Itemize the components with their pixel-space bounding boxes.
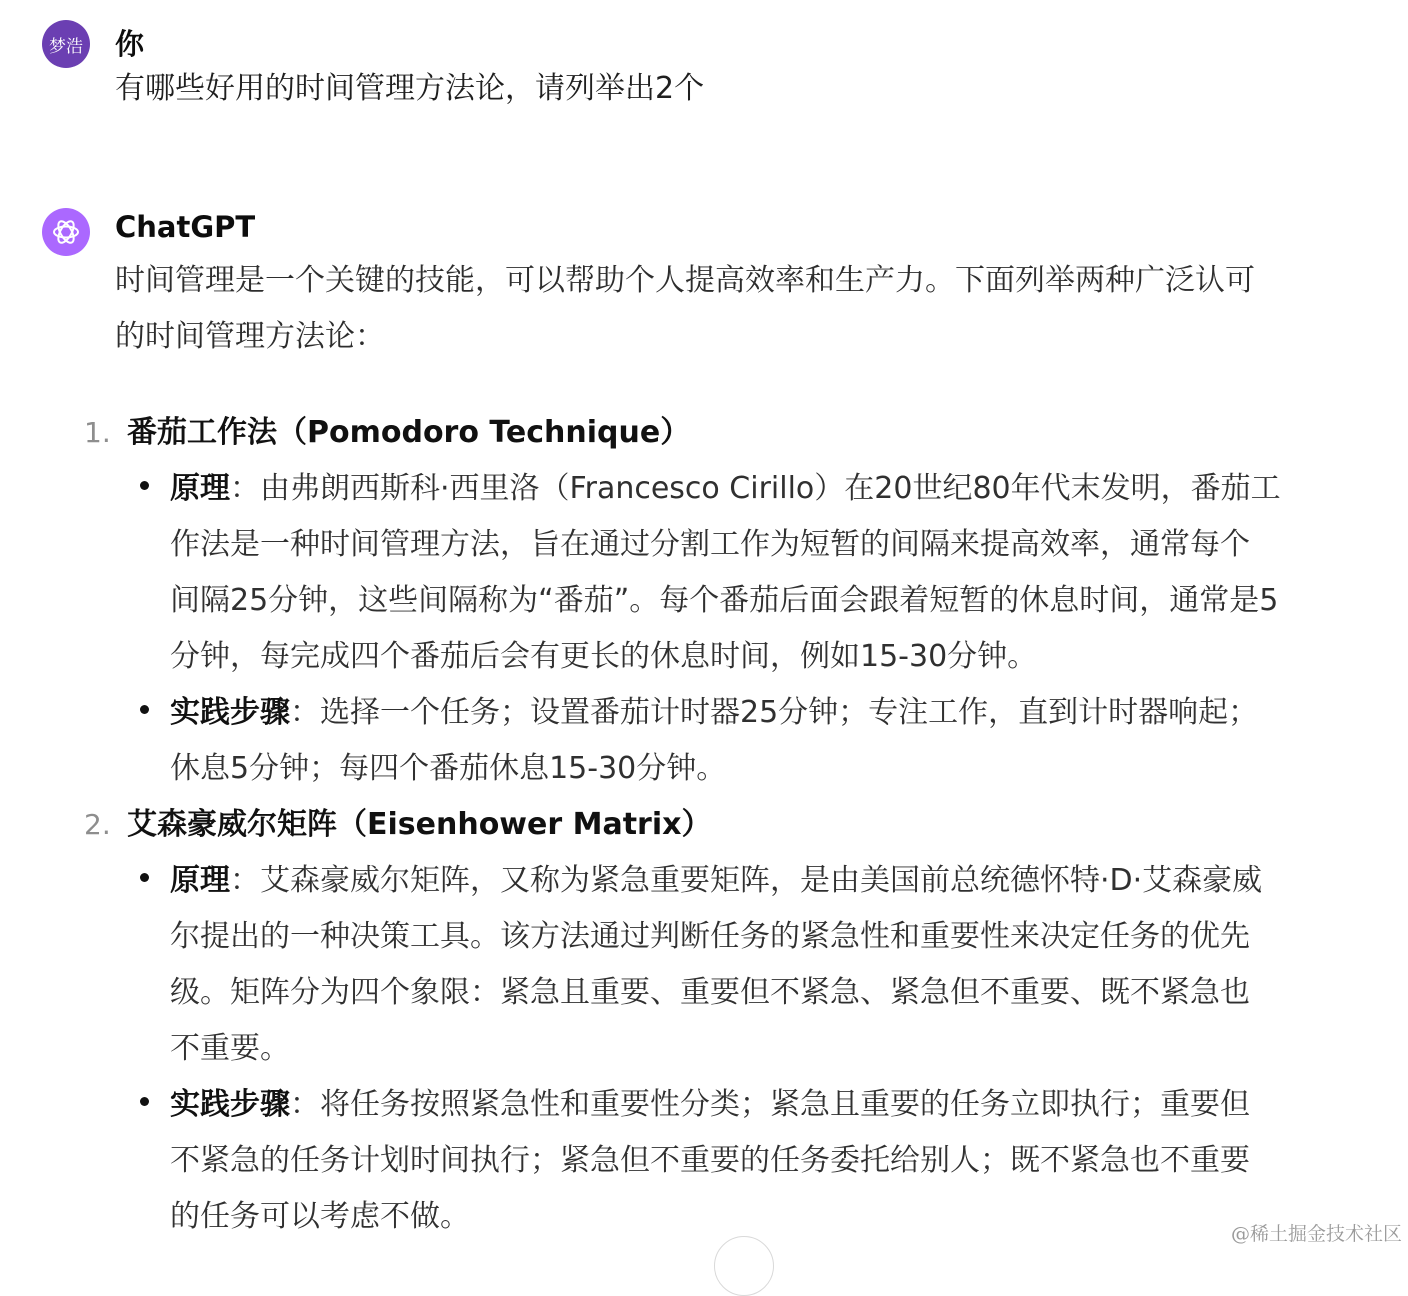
bullet-2-2 xyxy=(140,1097,149,1106)
watermark: @稀土掘金技术社区 xyxy=(1230,1223,1402,1245)
assistant-name: ChatGPT xyxy=(115,210,256,244)
bullet-2-1 xyxy=(140,873,149,882)
assistant-intro-line-1: 时间管理是一个关键的技能，可以帮助个人提高效率和生产力。下面列举两种广泛认可 xyxy=(115,263,1255,298)
steps-2-line-3: 的任务可以考虑不做。 xyxy=(170,1199,470,1234)
steps-1-line-2: 休息5分钟；每四个番茄休息15-30分钟。 xyxy=(170,751,727,786)
bullet-1-1 xyxy=(140,481,149,490)
user-avatar-text: 梦浩 xyxy=(49,36,83,57)
principle-1-line-1: 原理：由弗朗西斯科·西里洛（Francesco Cirillo）在20世纪80年代末发明，番茄工 xyxy=(170,471,1281,506)
user-name: 你 xyxy=(115,27,145,61)
list-number-1: 1. xyxy=(84,416,111,449)
principle-2-line-2: 尔提出的一种决策工具。该方法通过判断任务的紧急性和重要性来决定任务的优先 xyxy=(170,919,1250,954)
list-number-2: 2. xyxy=(84,808,111,841)
assistant-avatar xyxy=(42,208,90,256)
principle-label-1: 原理 xyxy=(170,471,230,506)
principle-2-line-1: 原理：艾森豪威尔矩阵，又称为紧急重要矩阵，是由美国前总统德怀特·D·艾森豪威 xyxy=(170,863,1263,898)
user-avatar xyxy=(42,20,90,68)
steps-1-line-1: 实践步骤：选择一个任务；设置番茄计时器25分钟；专注工作，直到计时器响起； xyxy=(170,695,1259,730)
principle-1-line-4: 分钟，每完成四个番茄后会有更长的休息时间，例如15-30分钟。 xyxy=(170,639,1038,674)
steps-label-1: 实践步骤 xyxy=(170,695,290,730)
list-item-title-1: 番茄工作法（Pomodoro Technique） xyxy=(127,415,691,450)
user-message-text: 有哪些好用的时间管理方法论，请列举出2个 xyxy=(115,71,705,106)
openai-logo-icon xyxy=(50,216,82,248)
principle-1-line-2: 作法是一种时间管理方法，旨在通过分割工作为短暂的间隔来提高效率，通常每个 xyxy=(170,527,1250,562)
list-item-title-2: 艾森豪威尔矩阵（Eisenhower Matrix） xyxy=(127,807,712,842)
principle-label-2: 原理 xyxy=(170,863,230,898)
bullet-1-2 xyxy=(140,705,149,714)
principle-2-line-4: 不重要。 xyxy=(170,1031,290,1066)
steps-label-2: 实践步骤 xyxy=(170,1087,290,1122)
assistant-intro-line-2: 的时间管理方法论： xyxy=(115,319,385,354)
steps-2-line-1: 实践步骤：将任务按照紧急性和重要性分类；紧急且重要的任务立即执行；重要但 xyxy=(170,1087,1250,1122)
principle-1-line-3: 间隔25分钟，这些间隔称为“番茄”。每个番茄后面会跟着短暂的休息时间，通常是5 xyxy=(170,583,1279,618)
principle-2-line-3: 级。矩阵分为四个象限：紧急且重要、重要但不紧急、紧急但不重要、既不紧急也 xyxy=(170,975,1250,1010)
steps-2-line-2: 不紧急的任务计划时间执行；紧急但不重要的任务委托给别人；既不紧急也不重要 xyxy=(170,1143,1250,1178)
scroll-down-button[interactable] xyxy=(714,1236,774,1296)
